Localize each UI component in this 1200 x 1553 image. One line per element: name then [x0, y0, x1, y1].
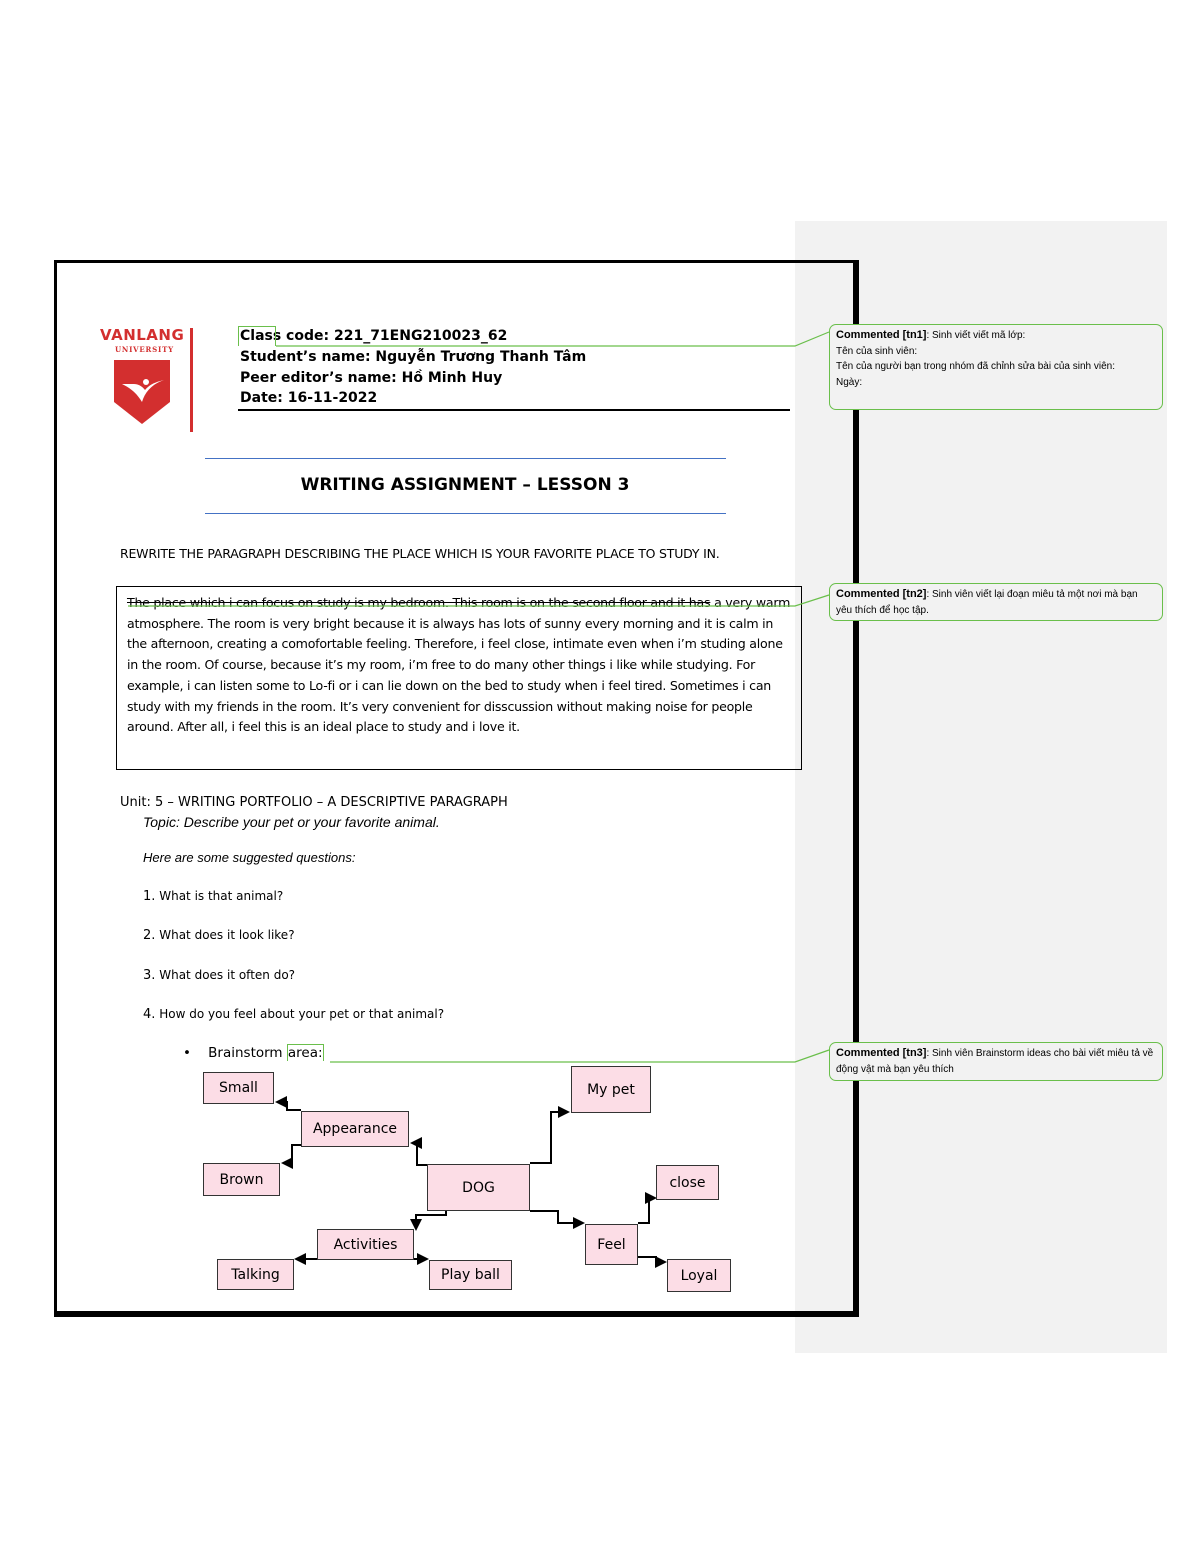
question-item: 3. What does it often do?: [143, 968, 296, 983]
node-play-ball: Play ball: [429, 1260, 512, 1290]
university-logo-text: VANLANG: [100, 326, 185, 344]
node-dog: DOG: [427, 1164, 530, 1211]
bullet: •: [183, 1045, 191, 1061]
question-item: 2. What does it look like?: [143, 928, 295, 943]
university-logo-subtitle: UNIVERSITY: [115, 345, 174, 354]
struck-text: The place which i can focus on study is my bedroom. This room is on the second floor and it has: [127, 595, 711, 610]
paragraph-text: a very warm atmosphere. The room is very bright because it is always has lots of sunny every morning and it is calm in the afternoon, creating a comofortable feeling. Therefore, i feel close, intimate even when i’m studing alone in the room. Of course, because it’s my room, i’m free to do many other things i like while studying. For example, i can listen some to Lo-fi or i can lie down on the bed to study when i feel tired. Sometimes i can study with my friends in the room. It’s very convenient for disscussion without making noise for people around. After all, i feel this is an ideal place to study and i love it.: [127, 595, 791, 735]
node-feel: Feel: [585, 1224, 638, 1265]
unit-heading: Unit: 5 – WRITING PORTFOLIO – A DESCRIPTIVE PARAGRAPH: [120, 795, 508, 810]
node-my-pet: My pet: [571, 1066, 651, 1113]
assignment-title: WRITING ASSIGNMENT – LESSON 3: [300, 475, 630, 495]
question-item: 1. What is that animal?: [143, 889, 284, 904]
comment-anchor-3[interactable]: area:: [287, 1045, 323, 1061]
question-item: 4. How do you feel about your pet or that animal?: [143, 1007, 445, 1022]
date-line: Date: 16-11-2022: [240, 390, 378, 406]
node-brown: Brown: [203, 1163, 280, 1196]
suggested-questions-label: Here are some suggested questions:: [143, 850, 356, 865]
comment-tn1[interactable]: Commented [tn1]: Sinh viết viết mã lớp: Tên của sinh viên: Tên của người bạn trong nhóm đã chỉnh sửa bài của sinh viên: Ngày:: [829, 324, 1163, 410]
peer-editor-name: Peer editor’s name: Hồ Minh Huy: [240, 370, 503, 386]
node-loyal: Loyal: [667, 1259, 731, 1292]
comment-tn2[interactable]: Commented [tn2]: Sinh viên viết lại đoạn miêu tả một nơi mà bạn yêu thích để học tập.: [829, 583, 1163, 621]
node-small: Small: [203, 1072, 274, 1104]
node-appearance: Appearance: [301, 1111, 409, 1147]
class-code: Class code: 221_71ENG210023_62: [240, 328, 508, 344]
topic-text: Topic: Describe your pet or your favorite animal.: [143, 814, 440, 830]
comment-tn3[interactable]: Commented [tn3]: Sinh viên Brainstorm ideas cho bài viết miêu tả về động vật mà bạn yêu thích: [829, 1042, 1163, 1081]
instruction-text: REWRITE THE PARAGRAPH DESCRIBING THE PLACE WHICH IS YOUR FAVORITE PLACE TO STUDY IN.: [120, 546, 720, 561]
student-name: Student’s name: Nguyễn Trương Thanh Tâm: [240, 349, 587, 365]
brainstorm-line: • Brainstorm area:: [183, 1045, 323, 1061]
node-activities: Activities: [317, 1229, 414, 1260]
node-close: close: [656, 1165, 719, 1200]
node-talking: Talking: [217, 1259, 294, 1290]
